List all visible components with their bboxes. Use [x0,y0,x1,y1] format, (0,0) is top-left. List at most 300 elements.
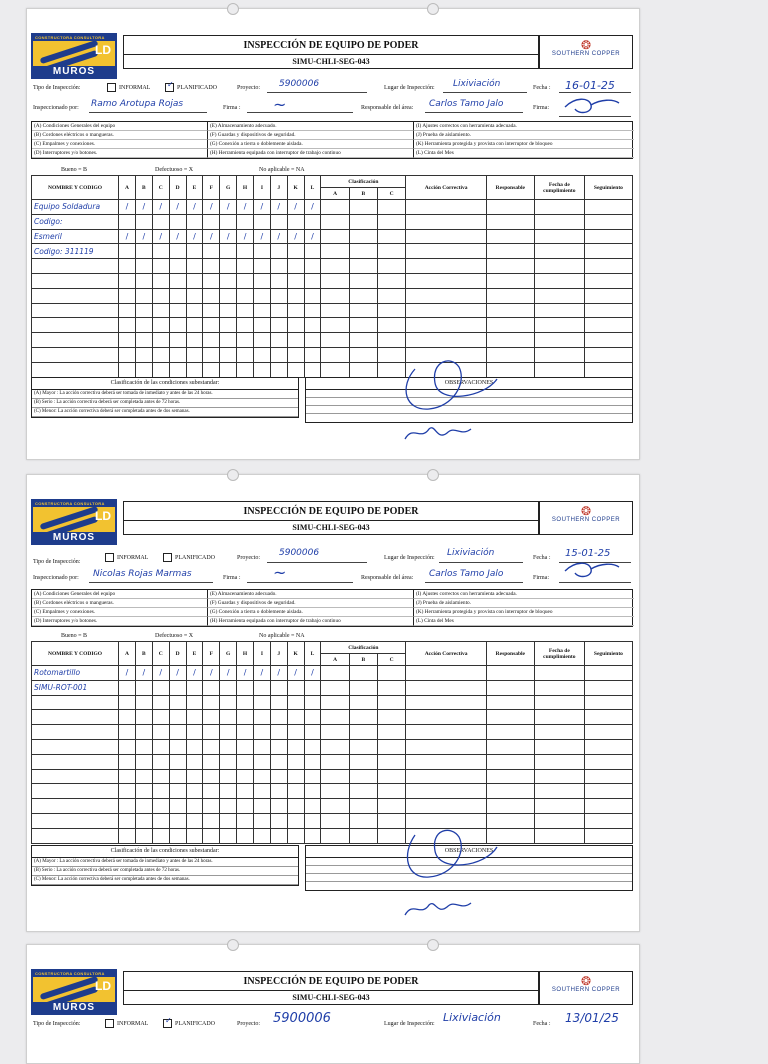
cell-criterion[interactable] [203,229,220,244]
cell-criterion[interactable] [220,754,237,769]
cell-blank[interactable] [534,799,584,814]
cell-criterion[interactable] [304,769,321,784]
cell-blank[interactable] [486,214,534,229]
cell-blank[interactable] [406,695,487,710]
cell-criterion[interactable] [237,288,254,303]
cell-criterion[interactable] [270,214,287,229]
cell-criterion[interactable] [304,303,321,318]
cell-criterion[interactable] [203,725,220,740]
cell-blank[interactable] [486,799,534,814]
inspector-value[interactable]: Ramo Arotupa Rojas [91,99,184,109]
cell-criterion[interactable] [169,244,186,259]
cell-criterion[interactable] [237,725,254,740]
lugar-value[interactable]: Lixiviación [453,79,501,89]
cell-blank[interactable] [321,739,349,754]
cell-blank[interactable] [349,259,377,274]
cell-criterion[interactable] [169,214,186,229]
fecha-value[interactable]: 16-01-25 [565,79,615,92]
cell-blank[interactable] [349,813,377,828]
cell-criterion[interactable] [152,318,169,333]
cell-blank[interactable] [349,769,377,784]
cell-criterion[interactable] [253,710,270,725]
cell-nombre[interactable] [32,229,119,244]
cell-criterion[interactable] [186,784,203,799]
cell-blank[interactable] [321,303,349,318]
cell-criterion[interactable] [237,784,254,799]
cell-criterion[interactable] [270,680,287,695]
cell-criterion[interactable] [119,666,136,681]
cell-criterion[interactable] [152,828,169,843]
proyecto-value[interactable]: 5900006 [279,79,320,89]
cell-blank[interactable] [486,754,534,769]
cell-criterion[interactable] [135,739,152,754]
cell-nombre[interactable] [32,273,119,288]
cell-criterion[interactable] [135,229,152,244]
cell-criterion[interactable] [186,813,203,828]
cell-criterion[interactable] [237,229,254,244]
cell-criterion[interactable] [220,347,237,362]
cell-blank[interactable] [486,288,534,303]
cell-criterion[interactable] [220,303,237,318]
cell-criterion[interactable] [203,259,220,274]
cell-criterion[interactable] [287,362,304,377]
cell-blank[interactable] [321,347,349,362]
cell-criterion[interactable] [287,259,304,274]
cell-blank[interactable] [378,259,406,274]
cell-blank[interactable] [534,244,584,259]
cell-blank[interactable] [321,725,349,740]
cell-nombre[interactable] [32,680,119,695]
cell-criterion[interactable] [270,813,287,828]
cell-criterion[interactable] [253,288,270,303]
cell-blank[interactable] [378,200,406,215]
cell-blank[interactable] [534,347,584,362]
cell-blank[interactable] [534,710,584,725]
cell-criterion[interactable] [135,695,152,710]
cell-blank[interactable] [349,288,377,303]
cell-criterion[interactable] [270,784,287,799]
cell-criterion[interactable] [220,362,237,377]
cell-blank[interactable] [321,244,349,259]
cell-criterion[interactable] [152,214,169,229]
cell-blank[interactable] [584,828,632,843]
cell-criterion[interactable] [152,259,169,274]
cell-criterion[interactable] [270,754,287,769]
cell-criterion[interactable] [237,680,254,695]
cell-criterion[interactable] [270,259,287,274]
cell-nombre[interactable] [32,288,119,303]
cell-criterion[interactable] [203,799,220,814]
cell-criterion[interactable] [152,347,169,362]
cell-blank[interactable] [534,273,584,288]
cell-nombre[interactable] [32,710,119,725]
cell-criterion[interactable] [152,769,169,784]
cell-criterion[interactable] [253,347,270,362]
cell-blank[interactable] [378,784,406,799]
cell-blank[interactable] [378,273,406,288]
cell-blank[interactable] [349,784,377,799]
cell-blank[interactable] [349,229,377,244]
cell-criterion[interactable] [237,318,254,333]
cell-criterion[interactable] [304,259,321,274]
planificado-checkbox[interactable] [165,80,174,92]
cell-blank[interactable] [378,739,406,754]
cell-nombre[interactable] [32,259,119,274]
cell-criterion[interactable] [287,784,304,799]
cell-criterion[interactable] [186,214,203,229]
cell-criterion[interactable] [253,725,270,740]
cell-blank[interactable] [534,288,584,303]
cell-criterion[interactable] [152,813,169,828]
cell-criterion[interactable] [169,813,186,828]
cell-criterion[interactable] [119,303,136,318]
cell-criterion[interactable] [253,229,270,244]
cell-blank[interactable] [321,769,349,784]
cell-criterion[interactable] [186,680,203,695]
cell-nombre[interactable] [32,813,119,828]
cell-criterion[interactable] [287,695,304,710]
cell-criterion[interactable] [135,273,152,288]
cell-criterion[interactable] [203,769,220,784]
informal-checkbox[interactable] [105,553,114,562]
cell-blank[interactable] [321,273,349,288]
cell-criterion[interactable] [203,695,220,710]
cell-criterion[interactable] [237,259,254,274]
cell-criterion[interactable] [186,288,203,303]
cell-blank[interactable] [584,695,632,710]
cell-criterion[interactable] [135,769,152,784]
cell-blank[interactable] [584,229,632,244]
cell-criterion[interactable] [119,680,136,695]
cell-criterion[interactable] [287,214,304,229]
cell-criterion[interactable] [203,318,220,333]
cell-criterion[interactable] [253,680,270,695]
cell-criterion[interactable] [220,259,237,274]
cell-criterion[interactable] [237,200,254,215]
cell-criterion[interactable] [270,362,287,377]
cell-criterion[interactable] [186,347,203,362]
cell-blank[interactable] [406,259,487,274]
cell-blank[interactable] [349,347,377,362]
cell-criterion[interactable] [237,754,254,769]
cell-blank[interactable] [406,288,487,303]
cell-criterion[interactable] [119,710,136,725]
cell-criterion[interactable] [237,739,254,754]
cell-blank[interactable] [406,244,487,259]
cell-criterion[interactable] [270,288,287,303]
cell-blank[interactable] [321,828,349,843]
cell-criterion[interactable] [169,333,186,348]
cell-criterion[interactable] [135,784,152,799]
cell-criterion[interactable] [253,200,270,215]
cell-nombre[interactable] [32,769,119,784]
cell-criterion[interactable] [203,828,220,843]
cell-nombre[interactable] [32,244,119,259]
cell-criterion[interactable] [220,784,237,799]
cell-nombre[interactable] [32,725,119,740]
cell-criterion[interactable] [119,288,136,303]
cell-criterion[interactable] [186,333,203,348]
cell-criterion[interactable] [304,784,321,799]
cell-criterion[interactable] [237,666,254,681]
cell-criterion[interactable] [203,333,220,348]
cell-criterion[interactable] [270,333,287,348]
cell-criterion[interactable] [304,813,321,828]
cell-blank[interactable] [406,799,487,814]
cell-criterion[interactable] [287,666,304,681]
cell-nombre[interactable] [32,200,119,215]
cell-criterion[interactable] [119,347,136,362]
planificado-checkbox[interactable] [163,553,172,562]
cell-criterion[interactable] [253,303,270,318]
cell-blank[interactable] [349,828,377,843]
cell-criterion[interactable] [270,799,287,814]
cell-criterion[interactable] [287,680,304,695]
cell-blank[interactable] [406,200,487,215]
cell-criterion[interactable] [270,244,287,259]
cell-blank[interactable] [349,680,377,695]
cell-criterion[interactable] [186,739,203,754]
cell-criterion[interactable] [135,244,152,259]
cell-criterion[interactable] [135,288,152,303]
cell-criterion[interactable] [135,813,152,828]
cell-blank[interactable] [486,259,534,274]
cell-criterion[interactable] [220,333,237,348]
cell-blank[interactable] [486,333,534,348]
cell-criterion[interactable] [186,754,203,769]
cell-criterion[interactable] [119,214,136,229]
cell-blank[interactable] [406,666,487,681]
cell-criterion[interactable] [203,784,220,799]
cell-blank[interactable] [486,695,534,710]
cell-criterion[interactable] [135,347,152,362]
cell-criterion[interactable] [169,710,186,725]
cell-blank[interactable] [321,710,349,725]
cell-blank[interactable] [378,799,406,814]
cell-criterion[interactable] [253,754,270,769]
cell-nombre[interactable] [32,333,119,348]
cell-blank[interactable] [378,244,406,259]
cell-blank[interactable] [534,666,584,681]
cell-blank[interactable] [534,229,584,244]
cell-blank[interactable] [534,303,584,318]
cell-criterion[interactable] [186,259,203,274]
cell-criterion[interactable] [304,739,321,754]
cell-blank[interactable] [349,725,377,740]
cell-blank[interactable] [406,725,487,740]
cell-criterion[interactable] [186,695,203,710]
cell-criterion[interactable] [119,318,136,333]
cell-criterion[interactable] [270,273,287,288]
cell-criterion[interactable] [237,273,254,288]
cell-blank[interactable] [321,229,349,244]
cell-criterion[interactable] [253,244,270,259]
cell-nombre[interactable] [32,214,119,229]
cell-blank[interactable] [486,784,534,799]
cell-criterion[interactable] [186,666,203,681]
cell-blank[interactable] [486,318,534,333]
cell-criterion[interactable] [253,828,270,843]
cell-blank[interactable] [349,799,377,814]
cell-criterion[interactable] [135,799,152,814]
cell-nombre[interactable] [32,799,119,814]
cell-criterion[interactable] [203,200,220,215]
cell-blank[interactable] [534,333,584,348]
cell-blank[interactable] [486,229,534,244]
cell-criterion[interactable] [152,784,169,799]
cell-blank[interactable] [321,214,349,229]
cell-criterion[interactable] [253,695,270,710]
cell-criterion[interactable] [253,214,270,229]
cell-criterion[interactable] [119,739,136,754]
cell-criterion[interactable] [203,362,220,377]
cell-criterion[interactable] [287,288,304,303]
cell-blank[interactable] [534,754,584,769]
cell-criterion[interactable] [152,725,169,740]
cell-criterion[interactable] [253,784,270,799]
cell-criterion[interactable] [203,214,220,229]
cell-criterion[interactable] [287,303,304,318]
cell-blank[interactable] [584,288,632,303]
cell-blank[interactable] [406,303,487,318]
cell-criterion[interactable] [169,754,186,769]
cell-criterion[interactable] [169,347,186,362]
cell-criterion[interactable] [253,273,270,288]
cell-blank[interactable] [584,754,632,769]
cell-blank[interactable] [486,680,534,695]
cell-criterion[interactable] [270,303,287,318]
cell-nombre[interactable] [32,303,119,318]
cell-blank[interactable] [321,813,349,828]
cell-blank[interactable] [584,799,632,814]
cell-criterion[interactable] [253,769,270,784]
cell-criterion[interactable] [304,666,321,681]
cell-criterion[interactable] [135,828,152,843]
cell-blank[interactable] [406,769,487,784]
cell-blank[interactable] [534,200,584,215]
cell-criterion[interactable] [304,288,321,303]
cell-criterion[interactable] [203,303,220,318]
cell-criterion[interactable] [253,333,270,348]
cell-criterion[interactable] [253,739,270,754]
cell-criterion[interactable] [152,333,169,348]
cell-criterion[interactable] [119,813,136,828]
cell-criterion[interactable] [152,288,169,303]
cell-blank[interactable] [534,725,584,740]
cell-blank[interactable] [349,318,377,333]
cell-blank[interactable] [378,666,406,681]
responsable-value[interactable]: Carlos Tamo Jalo [429,569,504,579]
cell-nombre[interactable] [32,666,119,681]
cell-criterion[interactable] [169,739,186,754]
cell-criterion[interactable] [186,244,203,259]
cell-blank[interactable] [584,318,632,333]
cell-criterion[interactable] [203,813,220,828]
cell-criterion[interactable] [287,200,304,215]
cell-criterion[interactable] [237,347,254,362]
cell-blank[interactable] [321,754,349,769]
cell-criterion[interactable] [270,828,287,843]
cell-criterion[interactable] [304,214,321,229]
cell-blank[interactable] [378,710,406,725]
cell-blank[interactable] [584,362,632,377]
cell-blank[interactable] [349,362,377,377]
cell-blank[interactable] [584,214,632,229]
cell-blank[interactable] [486,200,534,215]
cell-criterion[interactable] [152,362,169,377]
inspector-value[interactable]: Nicolas Rojas Marmas [93,569,192,579]
cell-blank[interactable] [584,784,632,799]
cell-criterion[interactable] [253,799,270,814]
cell-criterion[interactable] [186,229,203,244]
cell-blank[interactable] [534,813,584,828]
cell-criterion[interactable] [186,200,203,215]
cell-criterion[interactable] [270,769,287,784]
cell-criterion[interactable] [152,695,169,710]
cell-criterion[interactable] [220,769,237,784]
cell-criterion[interactable] [220,828,237,843]
cell-criterion[interactable] [237,244,254,259]
cell-criterion[interactable] [152,273,169,288]
cell-blank[interactable] [584,710,632,725]
cell-criterion[interactable] [135,362,152,377]
cell-blank[interactable] [486,739,534,754]
cell-blank[interactable] [321,362,349,377]
cell-criterion[interactable] [119,229,136,244]
cell-criterion[interactable] [119,725,136,740]
cell-criterion[interactable] [304,333,321,348]
cell-criterion[interactable] [119,695,136,710]
cell-blank[interactable] [321,333,349,348]
cell-criterion[interactable] [119,200,136,215]
cell-criterion[interactable] [304,754,321,769]
cell-blank[interactable] [349,754,377,769]
proyecto-value[interactable]: 5900006 [273,1011,331,1026]
cell-blank[interactable] [584,200,632,215]
cell-criterion[interactable] [152,229,169,244]
cell-criterion[interactable] [186,362,203,377]
cell-criterion[interactable] [135,200,152,215]
cell-nombre[interactable] [32,362,119,377]
cell-criterion[interactable] [152,200,169,215]
cell-blank[interactable] [486,769,534,784]
cell-criterion[interactable] [152,303,169,318]
cell-criterion[interactable] [287,333,304,348]
cell-criterion[interactable] [119,799,136,814]
cell-criterion[interactable] [169,259,186,274]
cell-blank[interactable] [321,318,349,333]
cell-criterion[interactable] [237,333,254,348]
responsable-value[interactable]: Carlos Tamo Jalo [429,99,504,109]
cell-nombre[interactable] [32,784,119,799]
cell-criterion[interactable] [169,799,186,814]
cell-criterion[interactable] [304,799,321,814]
cell-blank[interactable] [378,754,406,769]
cell-criterion[interactable] [287,799,304,814]
cell-criterion[interactable] [169,769,186,784]
cell-blank[interactable] [584,244,632,259]
cell-nombre[interactable] [32,318,119,333]
cell-criterion[interactable] [152,666,169,681]
cell-blank[interactable] [406,739,487,754]
cell-criterion[interactable] [203,754,220,769]
cell-nombre[interactable] [32,695,119,710]
cell-criterion[interactable] [220,739,237,754]
cell-blank[interactable] [349,303,377,318]
cell-criterion[interactable] [220,695,237,710]
cell-blank[interactable] [534,784,584,799]
cell-criterion[interactable] [152,680,169,695]
